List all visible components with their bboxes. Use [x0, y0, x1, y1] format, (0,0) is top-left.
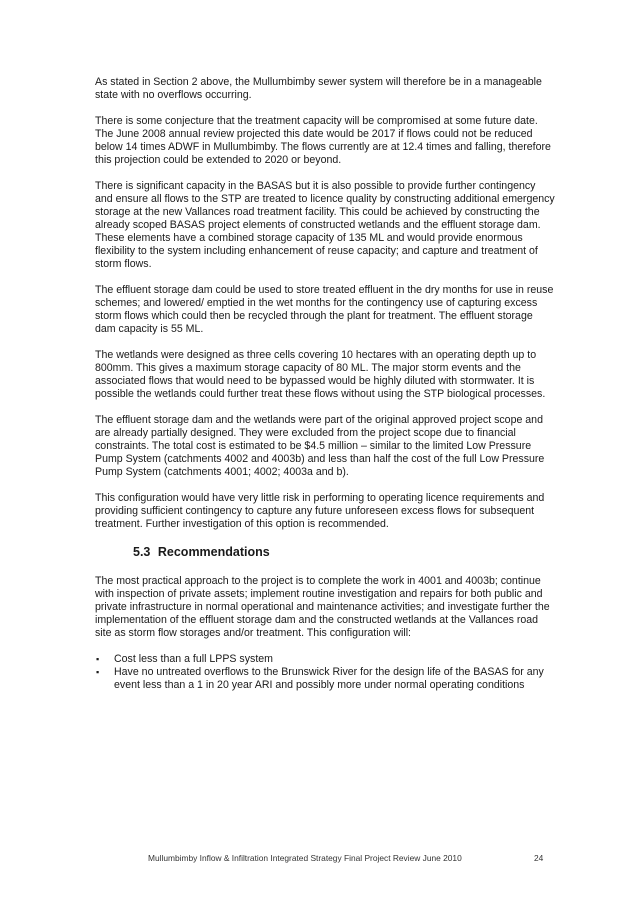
- page-number: 24: [534, 853, 544, 863]
- recommendation-paragraph: The most practical approach to the project is to complete the work in 4001 and 4003b; continue with inspection of private assets; implement routine investigation and repairs for both public and private infrastructure in normal operational and maintenance activities; and investigate further the implementation of the effluent storage dam and the constructed wetlands at the Vallances road site as storm flow storages and/or treatment. This configuration will:: [95, 575, 550, 639]
- paragraph: The effluent storage dam and the wetlands were part of the original approved project scope and are already partially designed. They were excluded from the project scope due to financial constraints. The total cost is estimated to be $4.5 million – similar to the limited Low Pressure Pump System (catchments 4002 and 4003b) and less than half the cost of the full Low Pressure Pump System (catchments 4001; 4002; 4003a and b).: [95, 414, 545, 478]
- section-title: Recommendations: [157, 545, 270, 559]
- paragraph: There is significant capacity in the BASAS but it is also possible to provide further contingency and ensure all flows to the STP are treated to licence quality by constructing additional emergency storage at the new Vallances road treatment facility. This could be achieved by constructing the already scoped BASAS project elements of constructed wetlands and the effluent storage dam. These elements have a combined storage capacity of 135 ML and would provide enormous flexibility to the system including enhancement of reuse capacity; and capture and treatment of storm flows.: [95, 180, 555, 270]
- paragraph: This configuration would have very little risk in performing to operating licence requirements and providing sufficient contingency to capture any future unforeseen excess flows for subsequent treatment. Further investigation of this option is recommended.: [95, 492, 545, 530]
- section-heading: [133, 544, 555, 560]
- section-number: 5.3: [133, 545, 151, 559]
- body-text: [95, 76, 555, 692]
- list-item: [95, 653, 555, 666]
- paragraph: There is some conjecture that the treatment capacity will be compromised at some future date. The June 2008 annual review projected this date would be 2017 if flows could not be reduced below 14 times ADWF in Mullumbimby. The flows currently are at 12.4 times and falling, therefore this projection could be extended to 2020 or beyond.: [95, 115, 551, 166]
- bullet-icon: ▪: [96, 667, 100, 677]
- paragraph: The wetlands were designed as three cells covering 10 hectares with an operating depth up to 800mm. This gives a maximum storage capacity of 80 ML. The major storm events and the associated flows that would need to be bypassed would be highly diluted with stormwater. It is possible the wetlands could further treat these flows without using the STP biological processes.: [95, 349, 546, 400]
- paragraph: As stated in Section 2 above, the Mullumbimby sewer system will therefore be in a manageable state with no overflows occurring.: [95, 76, 542, 101]
- list-item-text: Have no untreated overflows to the Brunswick River for the design life of the BASAS for any event less than a 1 in 20 year ARI and possibly more under normal operating conditions: [114, 666, 544, 691]
- bullet-icon: ▪: [96, 654, 100, 664]
- recommendation-list: [95, 653, 555, 692]
- paragraph: The effluent storage dam could be used to store treated effluent in the dry months for use in reuse schemes; and lowered/ emptied in the wet months for the contingency use of capturing excess storm flows which could then be recycled through the plant for treatment. The effluent storage dam capacity is 55 ML.: [95, 284, 554, 335]
- list-item-text: Cost less than a full LPPS system: [114, 653, 273, 665]
- list-item: [95, 666, 555, 692]
- footer-text: Mullumbimby Inflow & Infiltration Integrated Strategy Final Project Review June 2010: [148, 853, 462, 863]
